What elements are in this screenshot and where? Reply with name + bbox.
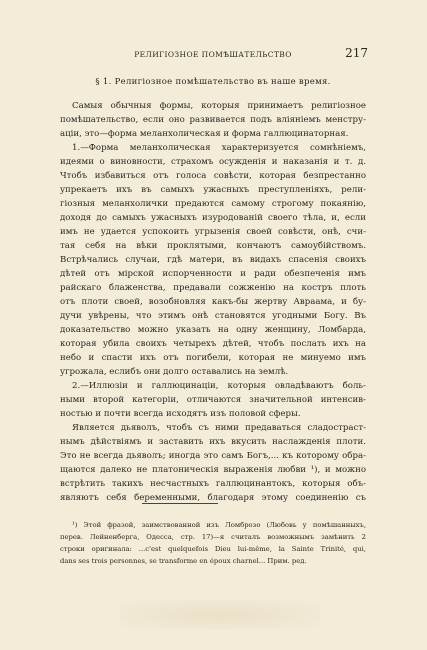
text-line: являютъ себя беременными, благодаря этому соединенію съ [60,493,366,503]
text-line: нымъ дѣйствіямъ и заставить ихъ вкусить наслажденія плоти. [60,437,366,447]
footnote [60,519,366,567]
text-line: помѣшательство, если оно развивается подъ вліяніемъ менстру- [60,115,366,125]
text-line: гіозныя меланхолички предаются самому строгому покаянію, [60,199,366,209]
text-line: имъ не удается успокоить угрызенія своей совѣсти, онѣ, счи- [60,227,366,237]
paper-stain [120,600,320,630]
text-line: Встрѣчались случаи, гдѣ матери, въ видахъ спасенія своихъ [60,255,366,265]
text-line: встрѣтить такихъ несчастныхъ галлюцинантокъ, которыя объ- [60,479,366,489]
footnote-line: строки оригинала: ...c'est quelquefois Dieu lui-même, la Sainte Trinité, qui, [60,545,366,553]
section-title: § 1. Религіозное помѣшательство въ наше время. [95,77,331,87]
text-line: Является дьяволъ, чтобъ съ ними предаваться сладостраст- [72,423,366,433]
text-line: Самыя обычныя формы, которыя принимаетъ религіозное [72,101,366,111]
text-line: которая убила своихъ четырехъ дѣтей, чтобъ послать ихъ на [60,339,366,349]
text-line: отъ плоти своей, возобновляя какъ-бы жертву Авраама, и бу- [60,297,366,307]
text-line: идеями о виновности, страхомъ осужденія и наказанія и т. д. [60,157,366,167]
text-line: ностью и почти всегда исходятъ изъ половой сферы. [60,409,301,419]
text-line: щаются далеко не платоническія выраженія любви ¹), и можно [60,465,366,475]
text-line: небо и спасти ихъ отъ погибели, которая не минуемо имъ [60,353,366,363]
text-line: дучи увѣрены, что этимъ онѣ становятся угодными Богу. Въ [60,311,366,321]
running-title: РЕЛИГІОЗНОЕ ПОМѢШАТЕЛЬСТВО [134,50,292,59]
body-text [60,99,366,505]
footnote-line: dans ses trois personnes, se transforme en époux charnel... Прим. ред. [60,557,307,565]
text-line: 2.—Иллюзіи и галлюцинаціи, которыя овладѣваютъ боль- [72,381,366,391]
text-line: Это не всегда дьяволъ; иногда это самъ Богъ,... къ которому обра- [60,451,366,461]
footnote-divider [142,503,218,504]
text-line: ными второй категоріи, отличаются значительной интенсив- [60,395,366,405]
footnote-line: ¹) Этой фразой, заимствованной изъ Ломброзо (Любовь у помѣшанныхъ, [72,521,366,529]
text-line: угрожала, еслибъ они долго оставались на землѣ. [60,367,289,377]
text-line: доходя до самыхъ ужасныхъ изуродованій своего тѣла, и, если [60,213,366,223]
text-line: аціи, это—форма меланхолическая и форма галлюцинаторная. [60,129,349,139]
text-line: доказательство можно указать на одну женщину, Ломбарда, [60,325,366,335]
text-line: райскаго блаженства, предавали сожженію на костръ плоть [60,283,366,293]
footnote-line: перев. Лейненберга, Одесса, стр. 17)—я считалъ возможнымъ замѣнить 2 [60,533,366,541]
text-line: дѣтей отъ мірской испорченности и ради обезпеченія имъ [60,269,366,279]
text-line: 1.—Форма меланхолическая характеризуется сомнѣніемъ, [72,143,366,153]
text-line: упрекаетъ ихъ въ самыхъ ужасныхъ преступленіяхъ, рели- [60,185,366,195]
text-line: Чтобъ избавиться отъ голоса совѣсти, которая безпрестанно [60,171,366,181]
text-line: тая себя на вѣки проклятыми, кончаютъ самоубійствомъ. [60,241,366,251]
page-number: 217 [345,46,368,60]
